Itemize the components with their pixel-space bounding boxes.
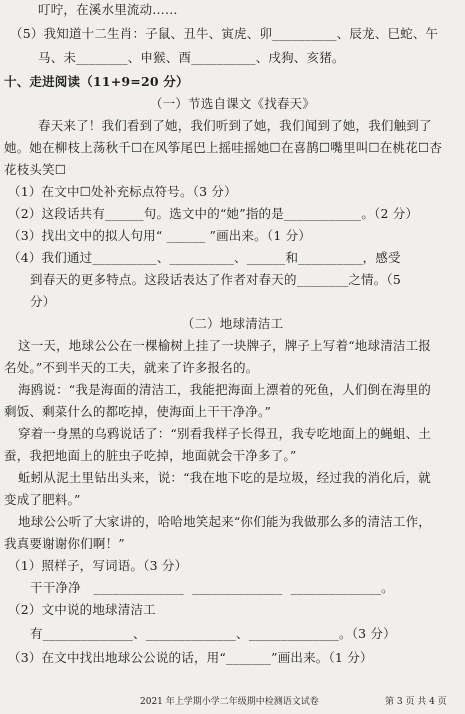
question-line: 干干净净 ______________ ______________ ______________。 — [30, 580, 394, 595]
question-line: （1）在文中☐处补充标点符号。（3 分） — [8, 184, 237, 199]
question-line — [0, 650, 465, 665]
question-line — [0, 626, 465, 641]
text-line: 变成了肥料。” — [4, 492, 81, 507]
text-line: 地球公公听了大家讲的，哈哈地笑起来“你们能为我做那么多的清洁工作， — [18, 514, 431, 529]
question-line: （1）照样子，写词语。（3 分） — [8, 558, 188, 573]
text-line: 剩饭、剩菜什么的都吃掉，使海面上干干净净。” — [4, 404, 272, 419]
section-heading: 十、走进阅读（11+9=20 分） — [4, 74, 189, 89]
subsection-title: （二）地球清洁工 — [181, 316, 284, 331]
question-line: （2）这段话共有______句。选文中的“她”指的是____________。（2 分） — [8, 206, 419, 221]
question-line: 分） — [30, 294, 56, 309]
text-line: 蚕，我把地面上的脏虫子吃掉，地面就会干净多了。” — [4, 448, 297, 463]
text-line: 花枝头笑☐ — [4, 162, 67, 177]
text-line: 叮咛，在溪水里流动…… — [38, 2, 178, 17]
text-line: 海鸥说：“我是海面的清洁工，我能把海面上漂着的死鱼，人们倒在海里的 — [18, 382, 431, 397]
subsection-title: （一）节选自课文《找春天》 — [149, 96, 316, 111]
text-line: 她。她在柳枝上荡秋千☐在风筝尾巴上摇哇摇她☐在喜鹊☐嘴里叫☐在桃花☐杏 — [4, 140, 443, 155]
question-text: 有______________、______________、______________。（3 分） — [30, 626, 396, 641]
text-line: 马、未________、申猴、酉__________、戌狗、亥猪。 — [38, 50, 345, 65]
text-line: 这一天，地球公公在一棵榆树上挂了一块牌子，牌子上写着“地球清洁工报 — [18, 338, 431, 353]
page-number: 第 3 页 共 4 页 — [385, 697, 447, 707]
text-line: 穿着一身黑的乌鸦说话了：“别看我样子长得丑，我专吃地面上的蝇蛆、土 — [18, 426, 431, 441]
question-line: （3）找出文中的拟人句用“ ______ ”画出来。（1 分） — [8, 228, 312, 243]
question-line — [0, 602, 465, 617]
question-text: （2）文中说的地球清洁工 — [8, 602, 156, 617]
text-line: 春天来了！我们看到了她，我们听到了她，我们闻到了她，我们触到了 — [38, 118, 432, 133]
question-text: （3）在文中找出地球公公说的话，用“_______”画出来。（1 分） — [8, 650, 373, 665]
text-line: （5）我知道十二生肖：子鼠、丑牛、寅虎、卯__________、辰龙、巳蛇、午 — [10, 26, 439, 41]
text-line: 我真要谢谢你们啊！” — [4, 536, 125, 551]
text-line: 蚯蚓从泥土里钻出头来，说：“我在地下吃的是垃圾，经过我的消化后，就 — [18, 470, 431, 485]
question-line: （4）我们通过__________、__________、______和__________，感受 — [8, 250, 401, 265]
footer-title: 2021 年上学期小学二年级期中检测语文试卷 — [140, 697, 319, 707]
question-line: 到春天的更多特点。这段话表达了作者对春天的________之情。（5 — [30, 272, 402, 287]
text-line: 名处。”不到半天的工夫，就来了许多报名的。 — [4, 360, 259, 375]
